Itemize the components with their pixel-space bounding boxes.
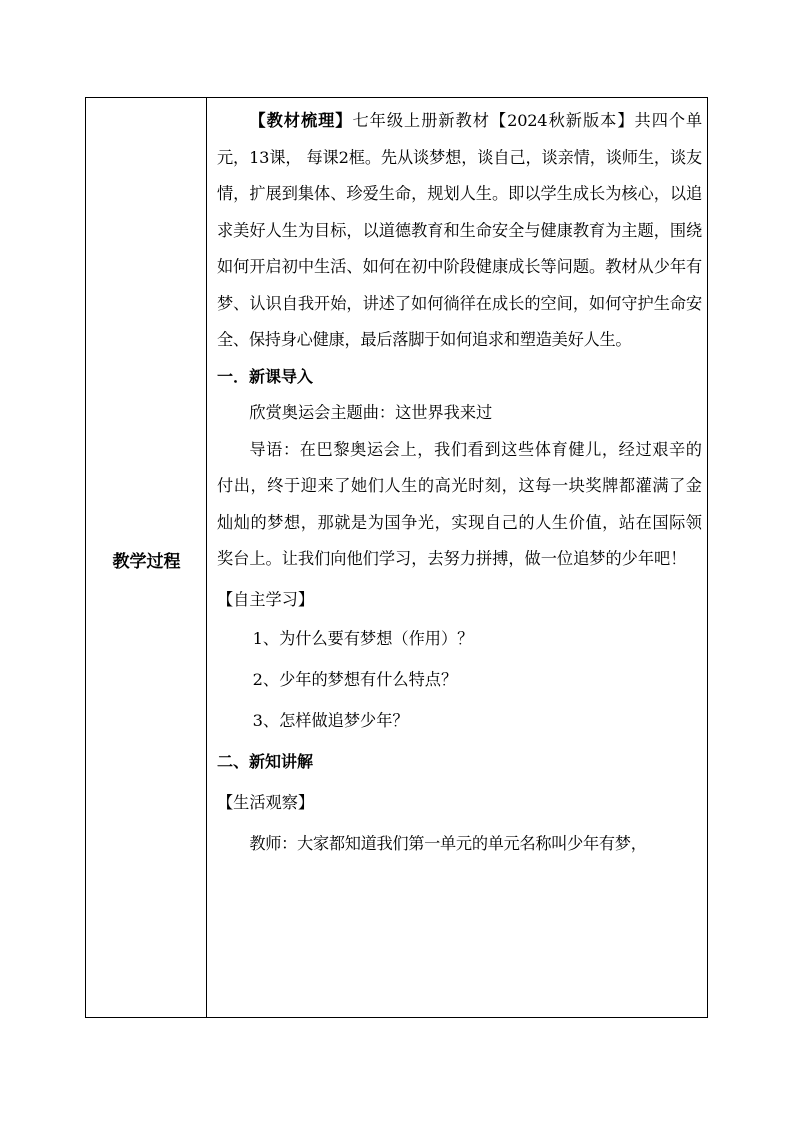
section1-heading: 一．新课导入 [217, 366, 314, 386]
section2-heading: 二、新知讲解 [217, 752, 314, 771]
song-line: 欣赏奥运会主题曲：这世界我来过 [249, 403, 493, 422]
question-2: 2、少年的梦想有什么特点？ [252, 670, 458, 689]
lesson-table [85, 97, 708, 1018]
question-3: 3、怎样做追梦少年？ [252, 711, 409, 730]
teacher-line: 教师：大家都知道我们第一单元的单元名称叫少年有梦， [249, 834, 647, 853]
intro-paragraph [217, 103, 702, 359]
content-cell [217, 103, 702, 864]
life-observation-heading: 【生活观察】 [217, 793, 315, 812]
intro-text: 七年级上册新教材【2024秋新版本】共四个单元，13课， 每课2框。先从谈梦想，谈自己，谈亲情，谈师生，谈友情，扩展到集体、珍爱生命，规划人生。即以学生成长为核心，以追求美好人生为目标，以道德教育和生命安全与健康教育为主题，围绕如何开启初中生活、如何在初中阶段健康成长等问题。教材从少年有梦、认识自我开始，讲述了如何徜徉在成长的空间，如何守护生命安全、保持身心健康，最后落脚于如何追求和塑造美好人生。 [217, 111, 702, 349]
self-study-heading: 【自主学习】 [217, 589, 315, 609]
row-label-cell [86, 98, 207, 1017]
question-1: 1、为什么要有梦想（作用）？ [252, 629, 474, 648]
guide-paragraph: 导语：在巴黎奥运会上，我们看到这些体育健儿，经过艰辛的付出，终于迎来了她们人生的高光时刻，这每一块奖牌都灌满了金灿灿的梦想，那就是为国争光，实现自己的人生价值，站在国际领奖台上。让我们向他们学习，去努力拼搏，做一位追梦的少年吧！ [217, 439, 702, 568]
row-label: 教学过程 [112, 552, 181, 572]
intro-lead: 【教材梳理】 [249, 111, 353, 130]
